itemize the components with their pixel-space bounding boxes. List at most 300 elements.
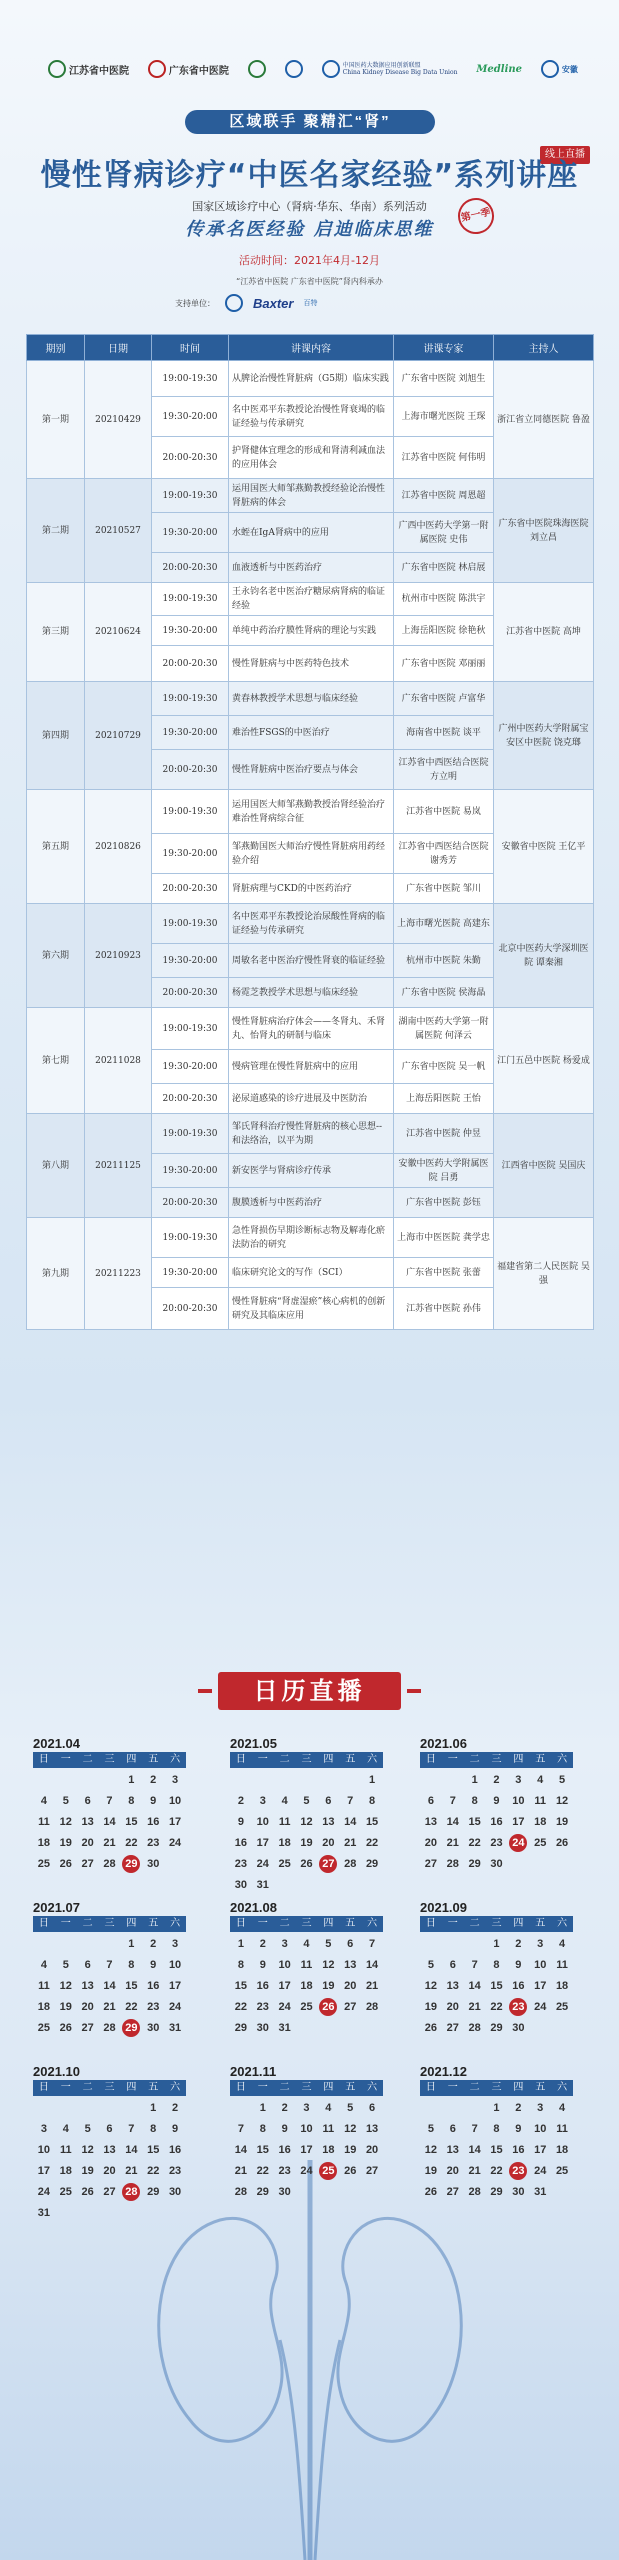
time-cell: 19:30-20:00 — [152, 944, 229, 978]
logo-guangxi — [285, 60, 303, 78]
calendar-day: 5 — [427, 2123, 434, 2135]
calendar-day: 24 — [278, 2001, 291, 2013]
schedule-body — [27, 361, 594, 1330]
calendar-day: 18 — [555, 2144, 569, 2156]
column-header: 主持人 — [494, 335, 594, 361]
weekday-header — [420, 1916, 573, 1932]
day-grid — [420, 1935, 573, 2040]
calendar-day: 23 — [168, 2165, 182, 2177]
weekday-label: 四 — [513, 1918, 524, 1929]
calendar-day: 4 — [559, 1938, 566, 1950]
weekday-label: 日 — [235, 2082, 246, 2093]
calendar-day: 27 — [81, 1858, 94, 1870]
calendar-day: 6 — [106, 2123, 113, 2135]
expert-cell: 上海市曙光医院 高建东 — [394, 904, 494, 944]
topic-cell: 单纯中药治疗膜性肾病的理论与实践 — [229, 616, 394, 646]
logo-bigdata-union: 中国医药大数据应用创新联盟 China Kidney Disease Big Data Union — [322, 60, 458, 78]
calendar-day: 23 — [234, 1858, 248, 1870]
calendar-day: 17 — [37, 2165, 51, 2177]
partner-logos — [48, 56, 578, 82]
expert-cell: 江苏省中医院 孙伟 — [394, 1288, 494, 1330]
host-cell: 广州中医药大学附属宝安区中医院 饶克瑯 — [494, 682, 594, 790]
topic-cell: 肾脏病理与CKD的中医药治疗 — [229, 874, 394, 904]
month-calendar — [230, 1900, 383, 2040]
month-name: 2021.09 — [420, 1900, 467, 1915]
calendar-day: 29 — [365, 1858, 379, 1870]
date-cell: 20211223 — [85, 1218, 152, 1330]
calendar-day: 9 — [172, 2123, 179, 2135]
calendar-day: 11 — [322, 2123, 335, 2135]
time-cell: 19:30-20:00 — [152, 397, 229, 437]
expert-cell: 江苏省中医院 仲昱 — [394, 1114, 494, 1154]
calendar-day: 22 — [365, 1837, 379, 1849]
calendar-day: 2 — [515, 1938, 522, 1950]
table-row — [27, 479, 594, 513]
expert-cell: 江苏省中医院 易岚 — [394, 790, 494, 834]
weekday-label: 五 — [148, 2082, 159, 2093]
calendar-day: 22 — [490, 2165, 503, 2177]
topic-cell: 新安医学与肾病诊疗传承 — [229, 1154, 394, 1188]
weekday-label: 六 — [170, 1918, 181, 1929]
topic-cell: 慢性肾脏病“肾虚湿瘀”核心病机的创新研究及其临床应用 — [229, 1288, 394, 1330]
column-header: 时间 — [152, 335, 229, 361]
expert-cell: 广东省中医院 彭钰 — [394, 1188, 494, 1218]
calendar-day: 2 — [259, 1938, 266, 1950]
calendar-day: 26 — [555, 1837, 569, 1849]
calendar-day: 8 — [493, 2123, 500, 2135]
calendar-day: 6 — [449, 1959, 456, 1971]
calendar-day: 4 — [325, 2102, 332, 2114]
topic-cell: 邹燕勤国医大师治疗慢性肾脏病用药经验介绍 — [229, 834, 394, 874]
period-cell: 第二期 — [27, 479, 85, 583]
calendar-day: 25 — [37, 1858, 51, 1870]
calendar-day: 19 — [59, 2001, 72, 2013]
topic-cell: 慢病管理在慢性肾脏病中的应用 — [229, 1050, 394, 1084]
weekday-label: 四 — [126, 1754, 137, 1765]
weekday-label: 五 — [148, 1918, 159, 1929]
calendar-day: 20 — [103, 2165, 116, 2177]
column-header: 讲课专家 — [394, 335, 494, 361]
calendar-day: 28 — [103, 1858, 116, 1870]
weekday-label: 四 — [126, 2082, 137, 2093]
calendar-day: 11 — [38, 1816, 50, 1828]
time-cell: 20:00-20:30 — [152, 1084, 229, 1114]
weekday-label: 四 — [323, 2082, 334, 2093]
calendar-day: 23 — [278, 2165, 291, 2177]
calendar-day: 11 — [556, 2123, 568, 2135]
calendar-day: 3 — [537, 2102, 544, 2114]
calendar-day: 31 — [278, 2022, 291, 2034]
calendar-day: 24 — [168, 1837, 182, 1849]
live-day[interactable]: 29 — [122, 2019, 140, 2037]
calendar-day: 26 — [59, 2022, 72, 2034]
weekday-label: 一 — [447, 1918, 458, 1929]
time-cell: 19:00-19:30 — [152, 682, 229, 716]
calendar-day: 1 — [471, 1774, 478, 1786]
period-cell: 第九期 — [27, 1218, 85, 1330]
host-cell: 广东省中医院珠海医院 刘立昌 — [494, 479, 594, 583]
expert-cell: 广东省中医院 邹川 — [394, 874, 494, 904]
calendar-day: 3 — [537, 1938, 544, 1950]
day-grid — [33, 2099, 186, 2225]
calendar-day: 31 — [37, 2207, 51, 2219]
support-units: 支持单位： Baxter 百特 — [175, 295, 318, 311]
calendar-day: 8 — [369, 1795, 376, 1807]
expert-cell: 杭州市中医院 陈洪宇 — [394, 583, 494, 616]
topic-cell: 王永钧名老中医治疗糖尿病肾病的临证经验 — [229, 583, 394, 616]
calendar-day: 10 — [300, 2123, 313, 2135]
calendar-day: 15 — [256, 2144, 269, 2156]
live-day[interactable]: 25 — [319, 2162, 337, 2180]
calendar-day: 1 — [259, 2102, 266, 2114]
expert-cell: 上海岳阳医院 王怡 — [394, 1084, 494, 1114]
weekday-label: 四 — [323, 1918, 334, 1929]
calendar-day: 12 — [424, 1980, 438, 1992]
month-name: 2021.07 — [33, 1900, 80, 1915]
live-day[interactable]: 26 — [319, 1998, 337, 2016]
calendar-day: 15 — [490, 1980, 503, 1992]
month-calendar — [33, 1736, 186, 1876]
union-logo-icon — [322, 60, 340, 78]
live-day[interactable]: 23 — [509, 2162, 527, 2180]
host-cell: 福建省第二人民医院 吴强 — [494, 1218, 594, 1330]
live-day[interactable]: 28 — [122, 2183, 140, 2201]
calendar-day: 3 — [40, 2123, 47, 2135]
calendar-day: 13 — [81, 1816, 94, 1828]
calendar-day: 9 — [281, 2123, 288, 2135]
weekday-header — [33, 1752, 186, 1768]
calendar-day: 24 — [300, 2165, 313, 2177]
calendar-day: 5 — [325, 1938, 332, 1950]
day-grid — [230, 1935, 383, 2040]
calendar-day: 30 — [234, 1879, 248, 1891]
calendar-day: 21 — [103, 2001, 116, 2013]
calendar-day: 8 — [237, 1959, 244, 1971]
calendar-day: 11 — [534, 1795, 547, 1807]
calendar-day: 2 — [150, 1774, 157, 1786]
date-cell: 20210624 — [85, 583, 152, 682]
calendar-day: 23 — [256, 2001, 269, 2013]
logo-medline: Medline — [476, 63, 523, 75]
weekday-label: 日 — [38, 1754, 49, 1765]
calendar-day: 1 — [493, 2102, 500, 2114]
logo-jiangsu: 江苏省中医院 — [48, 60, 129, 78]
slogan-banner: 区域联手 聚精汇“肾” — [185, 110, 435, 134]
calendar-day: 1 — [493, 1938, 500, 1950]
day-grid — [33, 1935, 186, 2040]
calendar-day: 8 — [128, 1959, 135, 1971]
calendar-day: 16 — [512, 1980, 525, 1992]
calendar-day: 13 — [424, 1816, 438, 1828]
calendar-day: 12 — [300, 1816, 313, 1828]
calendar-day: 9 — [150, 1795, 157, 1807]
weekday-label: 一 — [60, 1754, 71, 1765]
calendar-day: 2 — [172, 2102, 179, 2114]
month-name: 2021.11 — [230, 2064, 277, 2079]
topic-cell: 运用国医大师邹燕勤教授治肾经验治疗难治性肾病综合征 — [229, 790, 394, 834]
calendar-day: 19 — [81, 2165, 94, 2177]
calendar-day: 13 — [103, 2144, 116, 2156]
host-cell: 北京中医药大学深圳医院 谭秦湘 — [494, 904, 594, 1008]
time-cell: 20:00-20:30 — [152, 874, 229, 904]
calendar-day: 4 — [40, 1795, 47, 1807]
calendar-day: 11 — [59, 2144, 72, 2156]
season-stamp: 第一季 — [455, 195, 498, 238]
calendar-day: 10 — [256, 1816, 269, 1828]
topic-cell: 邹氏肾科治疗慢性肾脏病的核心思想--和法络治，以平为期 — [229, 1114, 394, 1154]
calendar-day: 21 — [365, 1980, 379, 1992]
calendar-day: 7 — [106, 1795, 113, 1807]
weekday-label: 三 — [301, 2082, 312, 2093]
live-day[interactable]: 29 — [122, 1855, 140, 1873]
hospital-seal-icon — [48, 60, 66, 78]
expert-cell: 广东省中医院 卢富华 — [394, 682, 494, 716]
topic-cell: 慢性肾脏病与中医药特色技术 — [229, 646, 394, 682]
calendar-day: 18 — [278, 1837, 291, 1849]
calendar-day: 1 — [369, 1774, 376, 1786]
calendar-day: 25 — [534, 1837, 547, 1849]
calendar-day: 22 — [234, 2001, 248, 2013]
calendar-day: 22 — [125, 2001, 138, 2013]
calendar-day: 30 — [278, 2186, 291, 2198]
calendar-day: 6 — [347, 1938, 354, 1950]
weekday-label: 五 — [535, 1918, 546, 1929]
calendar-day: 12 — [59, 1980, 72, 1992]
calendar-day: 12 — [555, 1795, 569, 1807]
calendar-day: 9 — [237, 1816, 244, 1828]
time-cell: 19:30-20:00 — [152, 1258, 229, 1288]
calendar-day: 29 — [147, 2186, 160, 2198]
calendar-day: 17 — [534, 1980, 547, 1992]
calendar-day: 12 — [81, 2144, 94, 2156]
weekday-label: 日 — [425, 2082, 436, 2093]
column-header: 讲课内容 — [229, 335, 394, 361]
calendar-day: 3 — [172, 1774, 179, 1786]
topic-cell: 黄春林教授学术思想与临床经验 — [229, 682, 394, 716]
time-cell: 20:00-20:30 — [152, 553, 229, 583]
calendar-day: 18 — [37, 1837, 51, 1849]
expert-cell: 江苏省中西医结合医院 方立明 — [394, 750, 494, 790]
time-cell: 19:00-19:30 — [152, 904, 229, 944]
calendar-day: 14 — [446, 1816, 459, 1828]
calendar-day: 19 — [424, 2165, 438, 2177]
period-cell: 第三期 — [27, 583, 85, 682]
calendar-day: 19 — [344, 2144, 357, 2156]
day-grid — [230, 1771, 383, 1897]
month-name: 2021.10 — [33, 2064, 80, 2079]
calendar-day: 30 — [147, 1858, 160, 1870]
host-cell: 江西省中医院 吴国庆 — [494, 1114, 594, 1218]
weekday-label: 二 — [82, 1918, 93, 1929]
time-cell: 19:00-19:30 — [152, 1008, 229, 1050]
topic-cell: 周敏名老中医治疗慢性肾衰的临证经验 — [229, 944, 394, 978]
table-header-row — [27, 335, 594, 361]
calendar-day: 16 — [256, 1980, 269, 1992]
weekday-label: 六 — [367, 1754, 378, 1765]
calendar-day: 17 — [278, 1980, 291, 1992]
topic-cell: 血液透析与中医药治疗 — [229, 553, 394, 583]
topic-cell: 临床研究论文的写作（SCI） — [229, 1258, 394, 1288]
topic-cell: 名中医邓平东教授论治慢性肾衰竭的临证经验与传承研究 — [229, 397, 394, 437]
calendar-day: 21 — [234, 2165, 248, 2177]
calendar-day: 30 — [147, 2022, 160, 2034]
calendar-day: 29 — [234, 2022, 248, 2034]
calendar-day: 13 — [365, 2123, 379, 2135]
calendar-day: 27 — [446, 2022, 459, 2034]
calendar-day: 18 — [555, 1980, 569, 1992]
time-cell: 20:00-20:30 — [152, 1288, 229, 1330]
weekday-label: 二 — [469, 2082, 480, 2093]
calendar-day: 17 — [168, 1816, 182, 1828]
period-cell: 第六期 — [27, 904, 85, 1008]
month-calendar — [420, 2064, 573, 2204]
calendar-day: 17 — [300, 2144, 313, 2156]
organizer-note: “江苏省中医院 广东省中医院”肾内科承办 — [236, 277, 383, 286]
weekday-label: 一 — [257, 1754, 268, 1765]
calendar-day: 1 — [237, 1938, 244, 1950]
calendar-day: 10 — [37, 2144, 51, 2156]
calendar-day: 8 — [493, 1959, 500, 1971]
calendar-day: 12 — [322, 1959, 335, 1971]
calendar-day: 14 — [468, 1980, 481, 1992]
calendar-day: 1 — [128, 1938, 135, 1950]
calendar-day: 24 — [534, 2165, 547, 2177]
expert-cell: 广东省中医院 侯海晶 — [394, 978, 494, 1008]
table-row — [27, 1114, 594, 1154]
weekday-header — [33, 1916, 186, 1932]
weekday-label: 五 — [148, 1754, 159, 1765]
calendar-day: 25 — [300, 2001, 313, 2013]
calendar-day: 3 — [172, 1938, 179, 1950]
calendar-day: 12 — [344, 2123, 357, 2135]
calendar-day: 25 — [59, 2186, 72, 2198]
live-day[interactable]: 23 — [509, 1998, 527, 2016]
month-name: 2021.06 — [420, 1736, 467, 1751]
calendar-day: 5 — [559, 1774, 566, 1786]
expert-cell: 广东省中医院 林启展 — [394, 553, 494, 583]
calendar-day: 11 — [278, 1816, 291, 1828]
table-row — [27, 904, 594, 944]
calendar-day: 9 — [259, 1959, 266, 1971]
expert-cell: 广东省中医院 张蕾 — [394, 1258, 494, 1288]
calendar-day: 30 — [256, 2022, 269, 2034]
expert-cell: 江苏省中西医结合医院 谢秀芳 — [394, 834, 494, 874]
weekday-label: 五 — [345, 2082, 356, 2093]
calendar-day: 10 — [168, 1795, 182, 1807]
time-cell: 19:00-19:30 — [152, 1114, 229, 1154]
calendar-day: 19 — [555, 1816, 569, 1828]
calendar-day: 1 — [128, 1774, 135, 1786]
date-cell: 20210826 — [85, 790, 152, 904]
month-calendar — [420, 1900, 573, 2040]
live-day[interactable]: 27 — [319, 1855, 337, 1873]
calendar-day: 15 — [490, 2144, 503, 2156]
topic-cell: 水蛭在IgA肾病中的应用 — [229, 513, 394, 553]
calendar-day: 21 — [103, 1837, 116, 1849]
calendar-day: 22 — [125, 1837, 138, 1849]
topic-cell: 慢性肾脏病中医治疗要点与体会 — [229, 750, 394, 790]
calendar-day: 18 — [322, 2144, 335, 2156]
calendar-day: 26 — [344, 2165, 357, 2177]
weekday-label: 二 — [279, 1754, 290, 1765]
calendar-day: 5 — [427, 1959, 434, 1971]
weekday-label: 三 — [491, 2082, 502, 2093]
weekday-header — [230, 1752, 383, 1768]
calendar-day: 16 — [234, 1837, 248, 1849]
calendar-day: 30 — [168, 2186, 182, 2198]
calendar-day: 17 — [256, 1837, 269, 1849]
weekday-label: 一 — [60, 1918, 71, 1929]
topic-cell: 急性肾损伤早期诊断标志物及解毒化瘀法防治的研究 — [229, 1218, 394, 1258]
time-cell: 19:30-20:00 — [152, 834, 229, 874]
calendar-day: 18 — [59, 2165, 72, 2177]
weekday-label: 二 — [279, 1918, 290, 1929]
calendar-day: 23 — [147, 2001, 160, 2013]
expert-cell: 广西中医药大学第一附属医院 史伟 — [394, 513, 494, 553]
weekday-header — [33, 2080, 186, 2096]
weekday-label: 六 — [557, 1754, 568, 1765]
calendar-day: 1 — [150, 2102, 157, 2114]
calendar-day: 28 — [365, 2001, 379, 2013]
day-grid — [33, 1771, 186, 1876]
calendar-day: 5 — [84, 2123, 91, 2135]
calendar-day: 11 — [38, 1980, 50, 1992]
weekday-header — [230, 2080, 383, 2096]
hospital-seal-icon — [285, 60, 303, 78]
calendar-day: 14 — [365, 1959, 379, 1971]
weekday-label: 三 — [491, 1754, 502, 1765]
calendar-day: 29 — [256, 2186, 269, 2198]
calendar-day: 28 — [468, 2022, 481, 2034]
calendar-day: 31 — [168, 2022, 182, 2034]
calendar-day: 8 — [259, 2123, 266, 2135]
calendar-day: 28 — [468, 2186, 481, 2198]
period-cell: 第四期 — [27, 682, 85, 790]
live-day[interactable]: 24 — [509, 1834, 527, 1852]
month-name: 2021.12 — [420, 2064, 467, 2079]
calendar-day: 29 — [490, 2186, 503, 2198]
calendar-day: 28 — [446, 1858, 459, 1870]
calendar-day: 6 — [84, 1795, 91, 1807]
month-calendar — [33, 2064, 186, 2225]
calendar-day: 14 — [468, 2144, 481, 2156]
date-cell: 20211125 — [85, 1114, 152, 1218]
calendar-day: 14 — [344, 1816, 357, 1828]
time-cell: 19:00-19:30 — [152, 1218, 229, 1258]
calendar-day: 25 — [37, 2022, 51, 2034]
expert-cell: 上海岳阳医院 徐艳秋 — [394, 616, 494, 646]
calendar-day: 28 — [234, 2186, 248, 2198]
topic-cell: 名中医邓平东教授论治尿酸性肾病的临证经验与传承研究 — [229, 904, 394, 944]
expert-cell: 广东省中医院 吴一帆 — [394, 1050, 494, 1084]
calendar-day: 27 — [344, 2001, 357, 2013]
table-row — [27, 1218, 594, 1258]
calendar-day: 19 — [300, 1837, 313, 1849]
host-cell: 安徽省中医院 王亿平 — [494, 790, 594, 904]
time-cell: 20:00-20:30 — [152, 750, 229, 790]
time-cell: 20:00-20:30 — [152, 978, 229, 1008]
date-cell: 20210729 — [85, 682, 152, 790]
weekday-label: 一 — [60, 2082, 71, 2093]
calendar-day: 20 — [365, 2144, 379, 2156]
calendar-day: 19 — [424, 2001, 438, 2013]
expert-cell: 广东省中医院 邓丽丽 — [394, 646, 494, 682]
calendar-day: 24 — [256, 1858, 269, 1870]
date-cell: 20211028 — [85, 1008, 152, 1114]
weekday-label: 六 — [170, 2082, 181, 2093]
calendar-day: 10 — [512, 1795, 525, 1807]
calendar-day: 20 — [446, 2001, 459, 2013]
